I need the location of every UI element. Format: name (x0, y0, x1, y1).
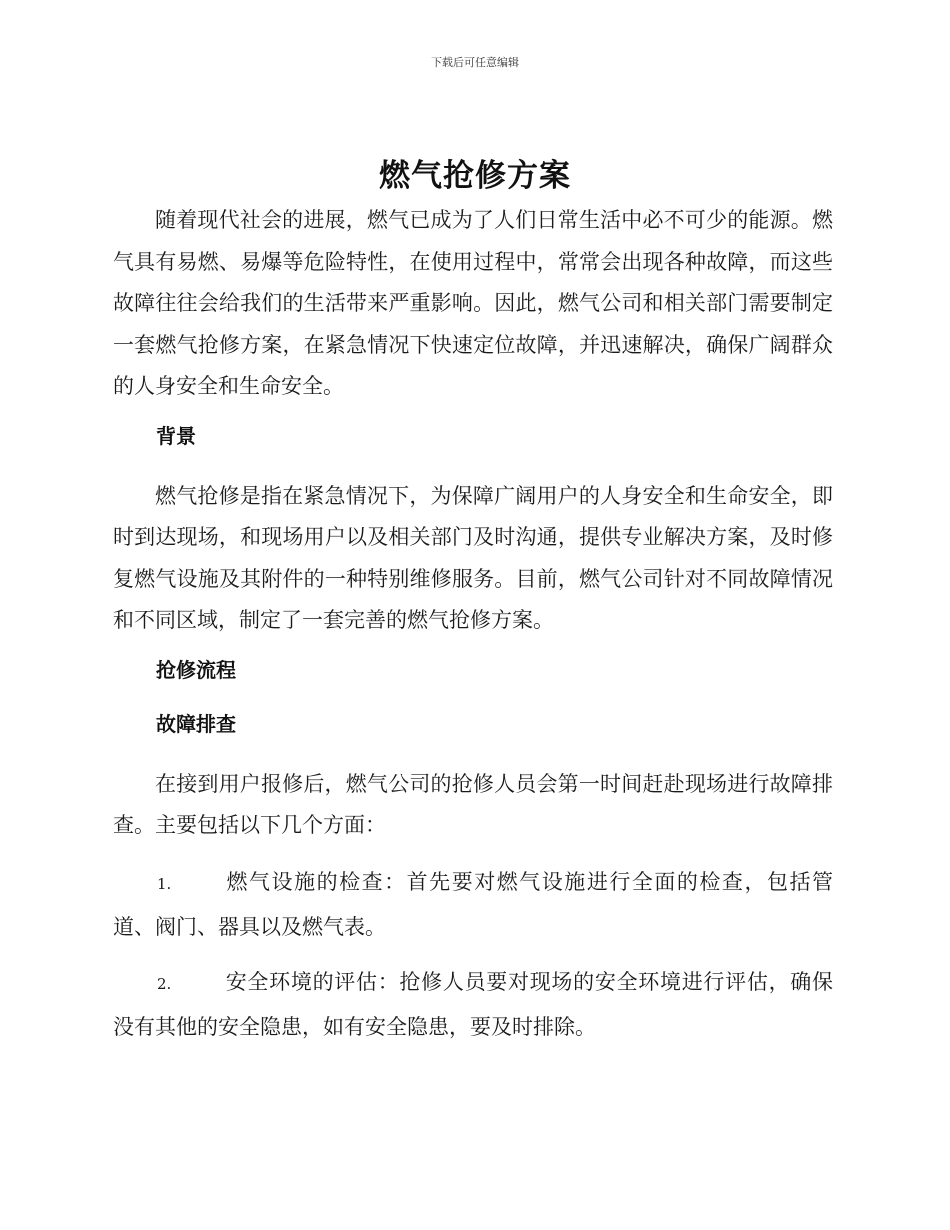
troubleshoot-heading: 故障排查 (156, 711, 236, 736)
list-item-number: 2. (157, 974, 172, 993)
page-header: 下载后可任意编辑 (431, 56, 519, 69)
document-body (113, 200, 833, 1061)
list-item (113, 961, 833, 1049)
troubleshoot-paragraph: 在接到用户报修后，燃气公司的抢修人员会第一时间赶赴现场进行故障排查。主要包括以下几个方面： (113, 771, 833, 837)
background-heading: 背景 (156, 423, 196, 448)
intro-paragraph: 随着现代社会的进展，燃气已成为了人们日常生活中必不可少的能源。燃气具有易燃、易爆等危险特性，在使用过程中，常常会出现各种故障，而这些故障往往会给我们的生活带来严重影响。因此，燃气公司和相关部门需要制定一套燃气抢修方案，在紧急情况下快速定位故障，并迅速解决，确保广阔群众的人身安全和生命安全。 (113, 208, 833, 398)
process-heading: 抢修流程 (156, 657, 236, 682)
list-item-text: 燃气设施的检查：首先要对燃气设施进行全面的检查，包括管道、阀门、器具以及燃气表。 (113, 869, 833, 939)
list-item-text: 安全环境的评估：抢修人员要对现场的安全环境进行评估，确保没有其他的安全隐患，如有安全隐患，要及时排除。 (113, 969, 833, 1039)
background-paragraph: 燃气抢修是指在紧急情况下，为保障广阔用户的人身安全和生命安全，即时到达现场，和现场用户以及相关部门及时沟通，提供专业解决方案，及时修复燃气设施及其附件的一种特别维修服务。目前，燃气公司针对不同故障情况和不同区域，制定了一套完善的燃气抢修方案。 (113, 483, 833, 632)
list-item (113, 861, 833, 949)
list-item-number: 1. (157, 874, 172, 893)
document-title: 燃气抢修方案 (379, 158, 571, 194)
